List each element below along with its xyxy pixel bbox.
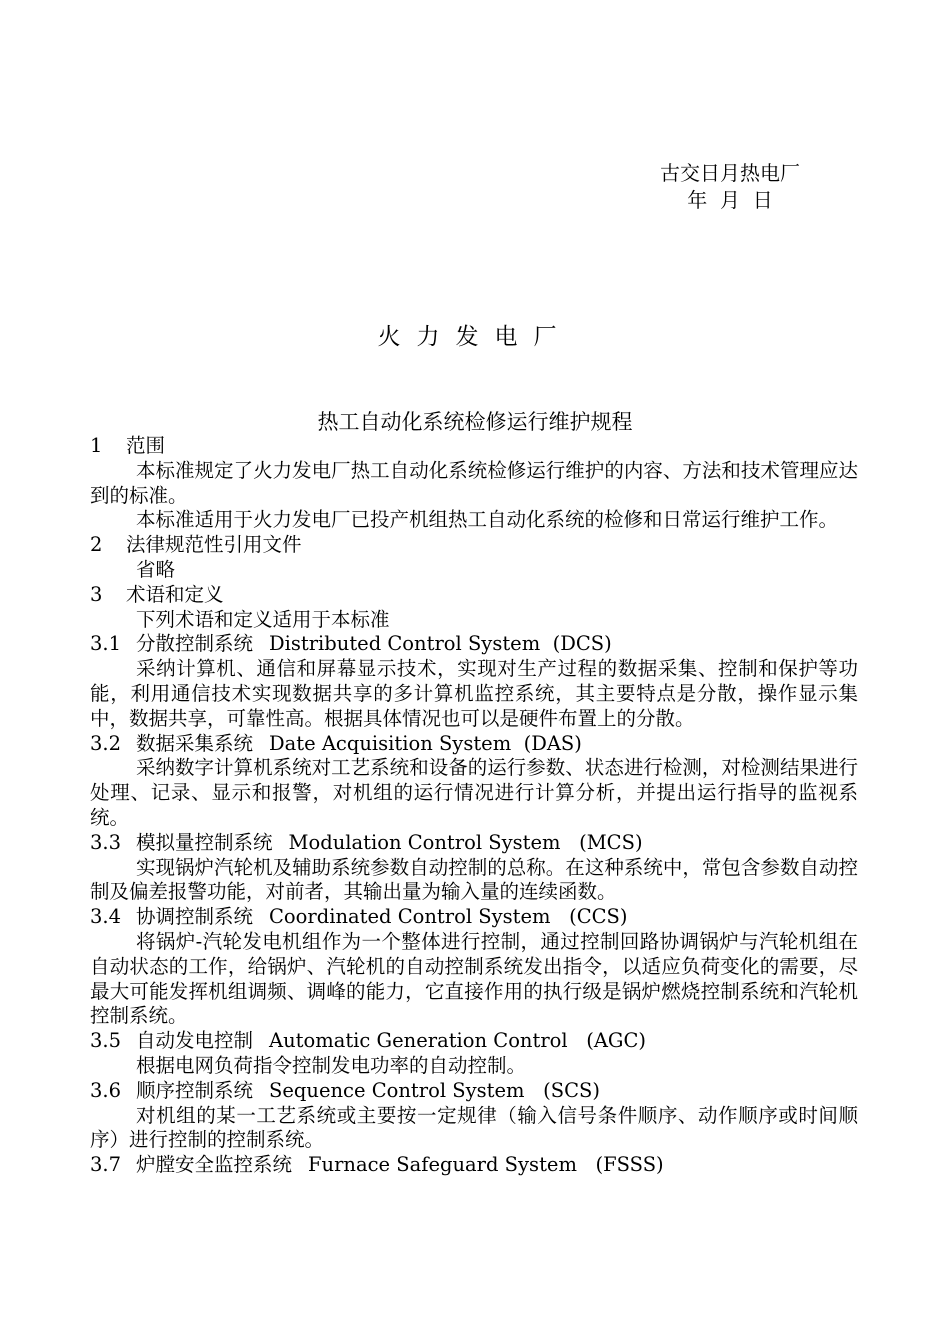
date-line: 年 月 日 <box>687 188 773 212</box>
subsection-number: 3.2 <box>90 731 122 755</box>
subsection-number: 3.6 <box>90 1078 122 1102</box>
subsection-title: 顺序控制系统 <box>136 1078 254 1102</box>
subsection-heading <box>90 1153 858 1178</box>
paragraph: 将锅炉-汽轮发电机组作为一个整体进行控制，通过控制回路协调锅炉与汽轮机组在自动状态的工作，给锅炉、汽轮机的自动控制系统发出指令，以适应负荷变化的需要，尽最大可能发挥机组调频、调峰的能力，它直接作用的执行级是锅炉燃烧控制系统和汽轮机控制系统。 <box>90 929 858 1028</box>
subsection-title: 协调控制系统 <box>136 905 254 929</box>
section-title: 范围 <box>126 434 166 457</box>
subsection-heading <box>90 632 858 657</box>
main-title: 火力发电厂 <box>377 324 573 350</box>
document-body <box>90 434 858 1178</box>
section-heading <box>90 434 858 459</box>
subsection-title: 数据采集系统 <box>136 731 254 755</box>
section-heading <box>90 583 858 608</box>
subsection-title: 分散控制系统 <box>136 632 254 656</box>
paragraph: 采纳计算机、通信和屏幕显示技术，实现对生产过程的数据采集、控制和保护等功能，利用通信技术实现数据共享的多计算机监控系统，其主要特点是分散，操作显示集中，数据共享，可靠性高。根据具体情况也可以是硬件布置上的分散。 <box>90 657 858 730</box>
section-number: 2 <box>90 533 103 557</box>
subsection-number: 3.5 <box>90 1029 122 1053</box>
subsection-heading <box>90 1079 858 1104</box>
subsection-english-title: Modulation Control System (MCS) <box>288 830 643 854</box>
subsection-number: 3.7 <box>90 1153 122 1177</box>
paragraph: 根据电网负荷指令控制发电功率的自动控制。 <box>136 1053 527 1077</box>
subsection-title: 炉膛安全监控系统 <box>136 1153 293 1177</box>
paragraph: 本标准适用于火力发电厂已投产机组热工自动化系统的检修和日常运行维护工作。 <box>136 508 839 532</box>
subsection-title: 模拟量控制系统 <box>136 830 273 854</box>
paragraph: 本标准规定了火力发电厂热工自动化系统检修运行维护的内容、方法和技术管理应达到的标准。 <box>90 458 858 507</box>
subsection-english-title: Distributed Control System (DCS) <box>269 632 612 656</box>
subsection-number: 3.4 <box>90 905 122 929</box>
subsection-number: 3.3 <box>90 830 122 854</box>
document-title: 热工自动化系统检修运行维护规程 <box>317 410 633 434</box>
subsection-heading <box>90 732 858 757</box>
section-title: 法律规范性引用文件 <box>126 533 302 557</box>
paragraph: 省略 <box>136 557 176 581</box>
subsection-heading <box>90 831 858 856</box>
paragraph: 实现锅炉汽轮机及辅助系统参数自动控制的总称。在这种系统中，常包含参数自动控制及偏差报警功能，对前者，其输出量为输入量的连续函数。 <box>90 855 858 904</box>
paragraph: 对机组的某一工艺系统或主要按一定规律（输入信号条件顺序、动作顺序或时间顺序）进行控制的控制系统。 <box>90 1103 858 1152</box>
paragraph: 下列术语和定义适用于本标准 <box>136 607 390 631</box>
organization-block <box>640 160 820 214</box>
subsection-english-title: Furnace Safeguard System (FSSS) <box>308 1153 664 1177</box>
subsection-english-title: Automatic Generation Control (AGC) <box>269 1029 647 1053</box>
subsection-heading <box>90 1029 858 1054</box>
subsection-english-title: Sequence Control System (SCS) <box>269 1078 600 1102</box>
subsection-heading <box>90 905 858 930</box>
subsection-english-title: Coordinated Control System (CCS) <box>269 905 628 929</box>
subsection-title: 自动发电控制 <box>136 1029 254 1053</box>
subsection-number: 3.1 <box>90 632 122 656</box>
section-number: 3 <box>90 582 103 606</box>
section-title: 术语和定义 <box>126 582 224 606</box>
paragraph: 采纳数字计算机系统对工艺系统和设备的运行参数、状态进行检测，对检测结果进行处理、记录、显示和报警，对机组的运行情况进行计算分析，并提出运行指导的监视系统。 <box>90 756 858 829</box>
organization-name: 古交日月热电厂 <box>660 161 800 185</box>
section-number: 1 <box>90 434 103 457</box>
subsection-english-title: Date Acquisition System (DAS) <box>269 731 582 755</box>
section-heading <box>90 533 858 558</box>
